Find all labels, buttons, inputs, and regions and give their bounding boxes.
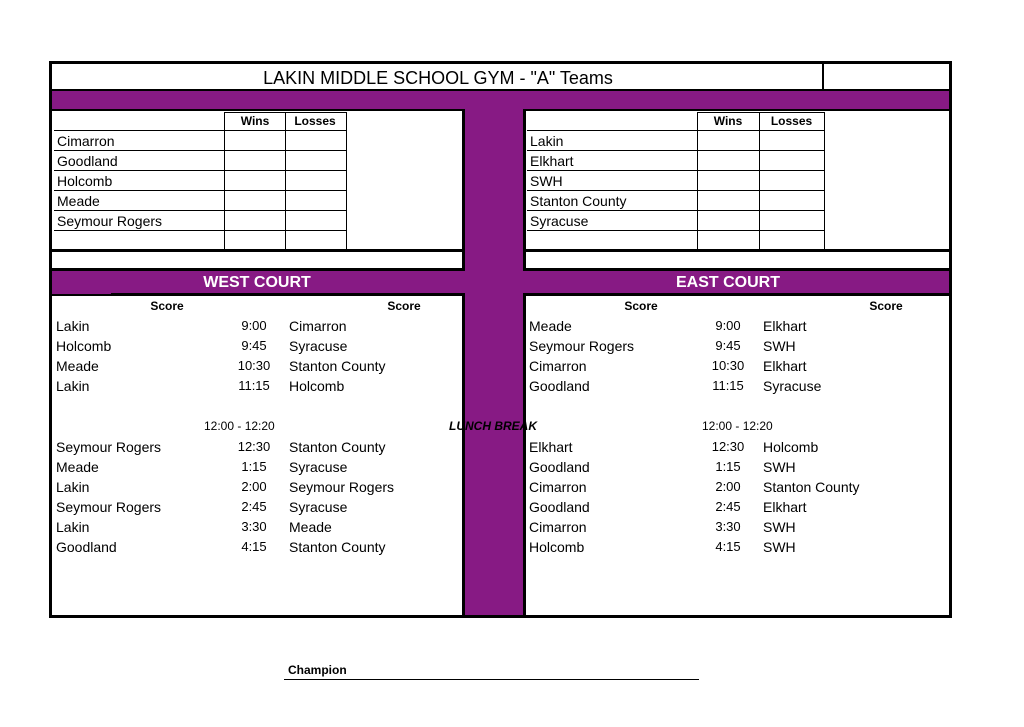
standings-team: Holcomb <box>57 173 113 189</box>
away-team: SWH <box>763 539 796 555</box>
away-team: Holcomb <box>289 378 345 394</box>
west-court-title: WEST COURT <box>203 274 311 291</box>
standings-team: Seymour Rogers <box>57 213 163 229</box>
home-team: Lakin <box>56 519 90 535</box>
game-time: 1:15 <box>715 459 741 474</box>
game-time: 11:15 <box>712 378 744 393</box>
away-team: Syracuse <box>289 459 348 475</box>
grid-line <box>527 250 824 251</box>
game-time: 3:30 <box>241 519 267 534</box>
away-team: Cimarron <box>289 318 347 334</box>
lunch-time: 12:00 - 12:20 <box>204 419 275 433</box>
away-team: Syracuse <box>763 378 822 394</box>
score-header: Score <box>387 299 421 313</box>
home-team: Cimarron <box>529 519 587 535</box>
home-team: Elkhart <box>529 439 573 455</box>
game-time: 9:45 <box>715 338 741 353</box>
game-time: 2:00 <box>241 479 267 494</box>
home-team: Seymour Rogers <box>56 499 162 515</box>
home-team: Meade <box>56 358 99 374</box>
score-header: Score <box>624 299 658 313</box>
home-team: Goodland <box>529 378 590 394</box>
away-team: Holcomb <box>763 439 819 455</box>
away-team: Syracuse <box>289 338 348 354</box>
game-time: 12:30 <box>237 439 271 454</box>
away-team: Meade <box>289 519 332 535</box>
away-team: Stanton County <box>289 439 386 455</box>
away-team: SWH <box>763 459 796 475</box>
standings-team: Lakin <box>530 133 564 149</box>
game-time: 2:00 <box>715 479 741 494</box>
away-team: Seymour Rogers <box>289 479 395 495</box>
grid-line <box>527 130 824 131</box>
game-time: 9:00 <box>715 318 741 333</box>
game-time: 11:15 <box>238 378 270 393</box>
home-team: Cimarron <box>529 358 587 374</box>
standings-team: Goodland <box>57 153 118 169</box>
away-team: Stanton County <box>289 539 386 555</box>
grid-line <box>285 112 286 250</box>
game-time: 3:30 <box>715 519 741 534</box>
home-team: Seymour Rogers <box>529 338 635 354</box>
home-team: Goodland <box>529 499 590 515</box>
game-time: 9:45 <box>241 338 267 353</box>
grid-line <box>824 112 825 250</box>
game-time: 4:15 <box>241 539 267 554</box>
grid-line <box>697 112 698 250</box>
away-team: Syracuse <box>289 499 348 515</box>
champion-line <box>284 679 699 680</box>
standings-team: Stanton County <box>530 193 627 209</box>
page-title: LAKIN MIDDLE SCHOOL GYM - "A" Teams <box>263 68 613 88</box>
wins-header: Wins <box>713 114 743 128</box>
home-team: Lakin <box>56 378 90 394</box>
grid-line <box>224 112 225 250</box>
game-time: 2:45 <box>715 499 741 514</box>
standings-team: Elkhart <box>530 153 574 169</box>
game-time: 9:00 <box>241 318 267 333</box>
home-team: Cimarron <box>529 479 587 495</box>
grid-line <box>346 112 347 250</box>
east-court-title: EAST COURT <box>676 274 780 291</box>
away-team: Stanton County <box>289 358 386 374</box>
game-time: 10:30 <box>711 358 745 373</box>
game-time: 4:15 <box>715 539 741 554</box>
home-team: Seymour Rogers <box>56 439 162 455</box>
game-time: 12:30 <box>711 439 745 454</box>
standings-team: Cimarron <box>57 133 115 149</box>
standings-team: Syracuse <box>530 213 589 229</box>
home-team: Meade <box>56 459 99 475</box>
champion-label: Champion <box>288 663 347 677</box>
game-time: 10:30 <box>237 358 271 373</box>
game-time: 1:15 <box>241 459 267 474</box>
away-team: Stanton County <box>763 479 860 495</box>
away-team: SWH <box>763 338 796 354</box>
score-header: Score <box>150 299 184 313</box>
losses-header: Losses <box>770 114 813 128</box>
score-header: Score <box>869 299 903 313</box>
wins-header: Wins <box>240 114 270 128</box>
home-team: Goodland <box>56 539 117 555</box>
home-team: Goodland <box>529 459 590 475</box>
away-team: Elkhart <box>763 318 807 334</box>
grid-line <box>759 112 760 250</box>
standings-team: Meade <box>57 193 100 209</box>
home-team: Holcomb <box>529 539 585 555</box>
away-team: Elkhart <box>763 358 807 374</box>
lunch-time: 12:00 - 12:20 <box>702 419 773 433</box>
grid-line <box>697 112 824 113</box>
grid-line <box>54 250 346 251</box>
standings-team: SWH <box>530 173 563 189</box>
lunch-break-label: LUNCH BREAK <box>449 419 537 433</box>
away-team: Elkhart <box>763 499 807 515</box>
home-team: Lakin <box>56 479 90 495</box>
away-team: SWH <box>763 519 796 535</box>
home-team: Holcomb <box>56 338 112 354</box>
home-team: Lakin <box>56 318 90 334</box>
grid-line <box>224 112 346 113</box>
game-time: 2:45 <box>241 499 267 514</box>
home-team: Meade <box>529 318 572 334</box>
losses-header: Losses <box>294 114 336 128</box>
